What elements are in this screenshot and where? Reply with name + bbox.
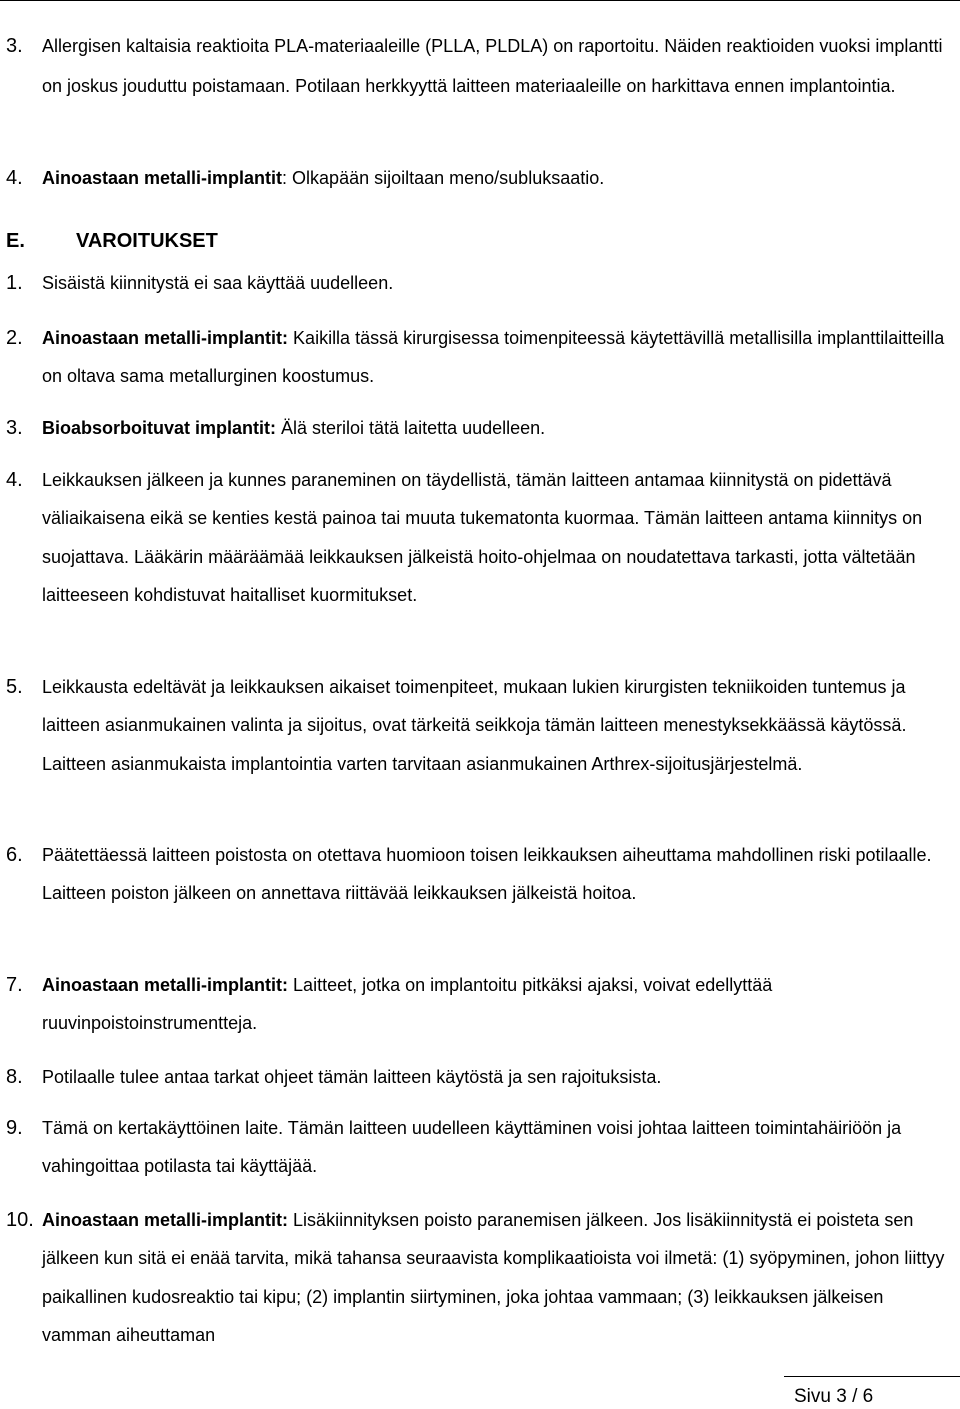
list-number: 3.: [6, 417, 23, 439]
list-text-bold: Bioabsorboituvat implantit:: [42, 418, 276, 438]
list-text: [42, 1109, 954, 1186]
list-text: [42, 319, 954, 396]
list-text-bold: Ainoastaan metalli-implantit: [42, 168, 283, 188]
list-number: 2.: [6, 327, 23, 349]
section-heading: [6, 222, 218, 260]
list-text-body: Tämä on kertakäyttöinen laite. Tämän laitteen uudelleen käyttäminen voisi johtaa laitteen toimintahäiriöön ja vahingoittaa potilasta tai käyttäjää.: [42, 1118, 902, 1177]
list-number: 4.: [6, 167, 23, 189]
list-text: [42, 264, 954, 302]
list-number: 8.: [6, 1066, 23, 1088]
list-text-body: : Olkapään sijoiltaan meno/subluksaatio.: [282, 168, 605, 188]
list-number: 7.: [6, 974, 23, 996]
list-text: [42, 836, 954, 913]
list-text-body: Leikkausta edeltävät ja leikkauksen aikaiset toimenpiteet, mukaan lukien kirurgisten tekniikoiden tuntemus ja laitteen asianmukainen valinta ja sijoitus, ovat tärkeitä seikkoja tämän laitteen menestyksekkäässä käytössä. Laitteen asianmukaista implantointia varten tarvitaan asianmukainen Arthrex-sijoitusjärjestelmä.: [42, 677, 907, 774]
list-number: 3.: [6, 35, 23, 57]
footer-rule: [784, 1376, 960, 1377]
list-text-body: Potilaalle tulee antaa tarkat ohjeet tämän laitteen käytöstä ja sen rajoituksista.: [42, 1067, 662, 1087]
list-text-body: Sisäistä kiinnitystä ei saa käyttää uudelleen.: [42, 273, 394, 293]
list-text-body: Kaikilla tässä kirurgisessa toimenpiteessä käytettävillä metallisilla implanttilaitteilla on oltava sama metallurginen koostumus.: [42, 328, 945, 387]
list-text-bold: Ainoastaan metalli-implantit:: [42, 975, 289, 995]
list-text: Allergisen kaltaisia reaktioita PLA-materiaaleille (PLLA, PLDLA) on raportoitu. Näiden reaktioiden vuoksi implantti on joskus jouduttu poistamaan. Potilaan herkkyyttä laitteen materiaaleille on harkittava ennen implantointia.: [42, 36, 943, 96]
list-text-bold: Ainoastaan metalli-implantit:: [42, 1210, 289, 1230]
list-number: 5.: [6, 676, 23, 698]
list-text-body: Laitteet, jotka on implantoitu pitkäksi ajaksi, voivat edellyttää ruuvinpoistoinstrumentteja.: [42, 975, 773, 1034]
list-text: [42, 1201, 954, 1355]
list-text: [42, 668, 954, 783]
list-text: [42, 966, 954, 1043]
section-title: VAROITUKSET: [76, 230, 218, 252]
list-text: [42, 159, 954, 197]
list-text-body: Päätettäessä laitteen poistosta on otettava huomioon toisen leikkauksen aiheuttama mahdollinen riski potilaalle. Laitteen poiston jälkeen on annettava riittävää leikkauksen jälkeistä hoitoa.: [42, 845, 932, 904]
list-number: 1.: [6, 272, 23, 294]
list-text: [42, 409, 954, 447]
list-number: 9.: [6, 1117, 23, 1139]
top-rule: [0, 0, 960, 1]
list-number: 10.: [6, 1209, 34, 1231]
list-text-bold: Ainoastaan metalli-implantit:: [42, 328, 289, 348]
page-number: Sivu 3 / 6: [794, 1386, 874, 1407]
list-text-body: Älä steriloi tätä laitetta uudelleen.: [276, 418, 546, 438]
list-number: 6.: [6, 844, 23, 866]
section-letter: E.: [6, 230, 25, 252]
list-number: 4.: [6, 469, 23, 491]
list-text-body: Leikkauksen jälkeen ja kunnes paraneminen on täydellistä, tämän laitteen antamaa kiinnitystä on pidettävä väliaikaisena eikä se kenties kestä painoa tai muuta tukematonta kuormaa. Tämän laitteen antama kiinnitys on suojattava. Lääkärin määräämää leikkauksen jälkeistä hoito-ohjelmaa on noudatettava tarkasti, jotta vältetään laitteeseen kohdistuvat haitalliset kuormitukset.: [42, 470, 923, 606]
list-text: [42, 1058, 954, 1096]
list-text-body: Lisäkiinnityksen poisto paranemisen jälkeen. Jos lisäkiinnitystä ei poisteta sen jälkeen kun sitä ei enää tarvita, mikä tahansa seuraavista komplikaatioista voi ilmetä: (1) syöpyminen, johon liittyy paikallinen kudosreaktio tai kipu; (2) implantin siirtyminen, joka johtaa vammaan; (3) leikkauksen jälkeisen vamman aiheuttaman: [42, 1210, 945, 1346]
list-text: [42, 461, 954, 615]
